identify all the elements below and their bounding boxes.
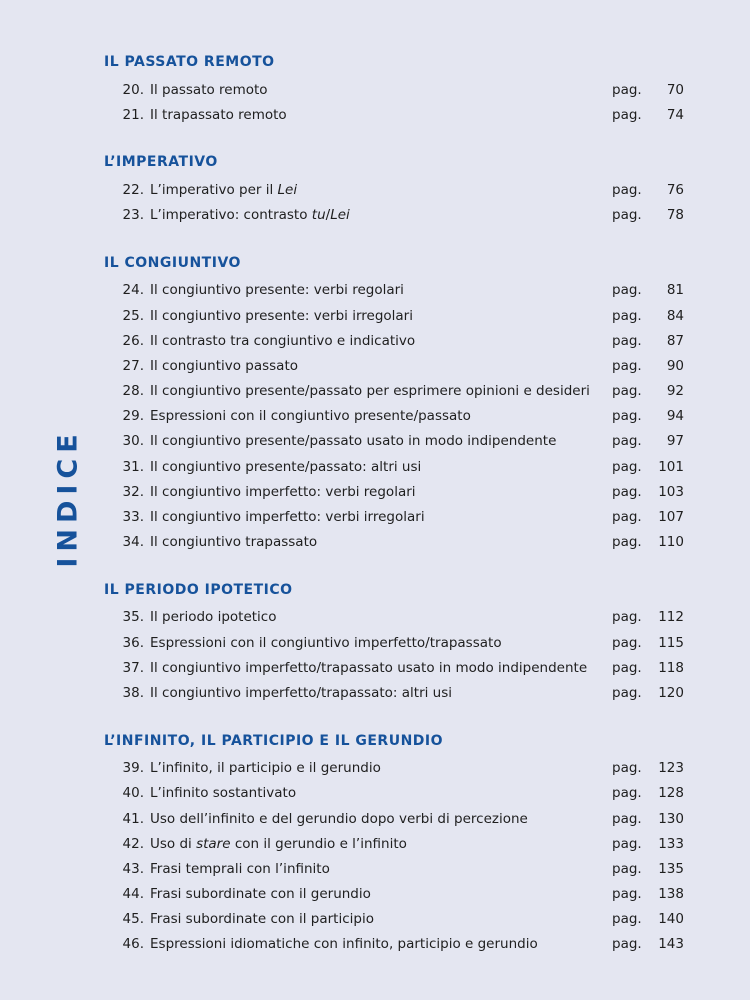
page-label: pag.: [612, 357, 642, 374]
page-number: 140: [658, 911, 684, 928]
entry-title-italic: Lei: [277, 181, 298, 198]
page-label: pag.: [612, 458, 642, 475]
page-label: pag.: [612, 634, 642, 651]
section-title: L’INFINITO, IL PARTICIPIO E IL GERUNDIO: [104, 732, 444, 749]
entry-number: 28.: [122, 383, 144, 400]
page-label: pag.: [612, 509, 642, 526]
page-number: 130: [658, 810, 684, 827]
entry-title-text: Il congiuntivo presente/passato: altri usi: [150, 458, 422, 475]
page-number: 118: [658, 659, 684, 676]
entry-title-text: Espressioni idiomatiche con infinito, participio e gerundio: [150, 936, 538, 953]
entry-number: 36.: [122, 634, 144, 651]
toc-entry[interactable]: [104, 203, 684, 228]
entry-title: [144, 660, 610, 676]
entry-title-text: Il congiuntivo imperfetto/trapassato usato in modo indipendente: [150, 659, 588, 676]
page-label: pag.: [612, 785, 642, 802]
page-number: 120: [658, 684, 684, 701]
entry-title: [144, 107, 610, 123]
toc-entry[interactable]: [104, 932, 684, 957]
entry-title: [144, 760, 610, 776]
toc-entry[interactable]: [104, 303, 684, 328]
toc-entry[interactable]: [104, 530, 684, 555]
entry-title: [144, 408, 610, 424]
toc-entry[interactable]: [104, 328, 684, 353]
entry-title-text: Espressioni con il congiuntivo presente/passato: [150, 408, 471, 425]
entry-number: 25.: [122, 307, 144, 324]
entry-title-italic: tu: [311, 207, 326, 224]
page-label: pag.: [612, 181, 642, 198]
page-label: pag.: [612, 659, 642, 676]
entry-title-text: Il periodo ipotetico: [150, 609, 277, 626]
page-number: 110: [658, 534, 684, 551]
toc-entry[interactable]: [104, 177, 684, 202]
entry-number: 33.: [122, 509, 144, 526]
entry-title-text: Il trapassato remoto: [150, 106, 287, 123]
entry-title-text: L’imperativo: contrasto: [150, 207, 312, 224]
page-number: 94: [666, 408, 684, 425]
entry-title-text: Il passato remoto: [150, 81, 268, 98]
entry-title: [144, 207, 610, 223]
toc-section: [104, 152, 684, 227]
entry-title-text: Frasi temprali con l’infinito: [150, 860, 330, 877]
toc-entry[interactable]: [104, 605, 684, 630]
page-label: pag.: [612, 936, 642, 953]
entry-title: [144, 182, 610, 198]
toc-entry[interactable]: [104, 404, 684, 429]
entry-title: [144, 685, 610, 701]
toc-entry[interactable]: [104, 454, 684, 479]
entry-number: 21.: [122, 106, 144, 123]
entry-title: [144, 609, 610, 625]
entry-number: 34.: [122, 534, 144, 551]
page-label: pag.: [612, 609, 642, 626]
entry-title-text: Il congiuntivo presente/passato usato in modo indipendente: [150, 433, 557, 450]
entry-title-text: Il congiuntivo imperfetto: verbi irregolari: [150, 509, 425, 526]
page-number: 97: [666, 433, 684, 450]
toc-entry[interactable]: [104, 353, 684, 378]
section-title: IL PERIODO IPOTETICO: [104, 581, 293, 598]
page-label: pag.: [612, 760, 642, 777]
toc-entry[interactable]: [104, 102, 684, 127]
page-number: 84: [666, 307, 684, 324]
entry-title-text: Frasi subordinate con il participio: [150, 911, 374, 928]
page-label: pag.: [612, 307, 642, 324]
page-label: pag.: [612, 886, 642, 903]
entry-title-text: Il contrasto tra congiuntivo e indicativo: [150, 332, 416, 349]
entry-title: [144, 484, 610, 500]
section-title: IL CONGIUNTIVO: [104, 254, 241, 271]
toc-sections: [104, 52, 684, 982]
toc-entry[interactable]: [104, 77, 684, 102]
page-label: pag.: [612, 810, 642, 827]
entry-title-text: Uso di: [150, 835, 197, 852]
entry-title-text: Il congiuntivo imperfetto: verbi regolari: [150, 483, 416, 500]
toc-entry[interactable]: [104, 831, 684, 856]
page-number: 78: [666, 207, 684, 224]
page-number: 133: [658, 835, 684, 852]
entry-number: 35.: [122, 609, 144, 626]
entry-number: 38.: [122, 684, 144, 701]
side-label-indice: INDICE: [52, 428, 84, 568]
entry-title-text: Il congiuntivo passato: [150, 357, 299, 374]
entry-title-text: Il congiuntivo presente: verbi regolari: [150, 282, 404, 299]
toc-entry[interactable]: [104, 856, 684, 881]
page-number: 112: [658, 609, 684, 626]
entry-number: 30.: [122, 433, 144, 450]
page-label: pag.: [612, 81, 642, 98]
entry-title-text: /: [325, 207, 331, 224]
toc-entry[interactable]: [104, 781, 684, 806]
page-number: 128: [658, 785, 684, 802]
entry-number: 41.: [122, 810, 144, 827]
toc-entry[interactable]: [104, 379, 684, 404]
page-number: 87: [666, 332, 684, 349]
toc-entry[interactable]: [104, 504, 684, 529]
page-label: pag.: [612, 911, 642, 928]
entry-title: [144, 308, 610, 324]
page-label: pag.: [612, 433, 642, 450]
entry-title-text: Uso dell’infinito e del gerundio dopo verbi di percezione: [150, 810, 528, 827]
entry-title: [144, 811, 610, 827]
entry-number: 22.: [122, 181, 144, 198]
page-label: pag.: [612, 332, 642, 349]
entry-title: [144, 635, 610, 651]
entry-title-text: Espressioni con il congiuntivo imperfetto/trapassato: [150, 634, 502, 651]
toc-section: [104, 52, 684, 127]
entry-title: [144, 836, 610, 852]
entry-title: [144, 383, 610, 399]
entry-title: [144, 911, 610, 927]
page-label: pag.: [612, 835, 642, 852]
page-label: pag.: [612, 106, 642, 123]
toc-entry[interactable]: [104, 479, 684, 504]
toc-section: [104, 580, 684, 706]
entry-title-text: Il congiuntivo imperfetto/trapassato: altri usi: [150, 684, 452, 701]
entry-title: [144, 333, 610, 349]
entry-number: 40.: [122, 785, 144, 802]
page-label: pag.: [612, 408, 642, 425]
entry-title: [144, 886, 610, 902]
page-number: 70: [666, 81, 684, 98]
entry-title-italic: stare: [196, 835, 231, 852]
entry-number: 29.: [122, 408, 144, 425]
page-number: 103: [658, 483, 684, 500]
entry-number: 46.: [122, 936, 144, 953]
section-title: IL PASSATO REMOTO: [104, 54, 275, 70]
page-label: pag.: [612, 684, 642, 701]
entry-title-text: Il congiuntivo presente/passato per esprimere opinioni e desideri: [150, 383, 590, 400]
entry-number: 27.: [122, 357, 144, 374]
toc-entry[interactable]: [104, 429, 684, 454]
toc-entry[interactable]: [104, 680, 684, 705]
section-title: L’IMPERATIVO: [104, 154, 218, 171]
page-number: 123: [658, 760, 684, 777]
entry-title-italic: Lei: [330, 207, 350, 224]
entry-number: 37.: [122, 659, 144, 676]
entry-title: [144, 785, 610, 801]
entry-number: 44.: [122, 886, 144, 903]
page-number: 138: [658, 886, 684, 903]
entry-title-text: L’infinito sostantivato: [150, 785, 297, 802]
toc-section: [104, 253, 684, 555]
entry-number: 42.: [122, 835, 144, 852]
entry-number: 24.: [122, 282, 144, 299]
entry-title-text: L’infinito, il participio e il gerundio: [150, 760, 381, 777]
entry-number: 32.: [122, 483, 144, 500]
page-number: 143: [658, 936, 684, 953]
entry-title-text: Il congiuntivo presente: verbi irregolari: [150, 307, 413, 324]
page-number: 90: [666, 357, 684, 374]
page-number: 107: [658, 509, 684, 526]
entry-title: [144, 433, 610, 449]
page-number: 101: [658, 458, 684, 475]
entry-title: [144, 459, 610, 475]
page-label: pag.: [612, 534, 642, 551]
entry-number: 31.: [122, 458, 144, 475]
page-number: 135: [658, 860, 684, 877]
page-label: pag.: [612, 483, 642, 500]
entry-title: [144, 861, 610, 877]
toc-section: [104, 731, 684, 958]
entry-number: 39.: [122, 760, 144, 777]
entry-number: 23.: [122, 207, 144, 224]
entry-title: [144, 509, 610, 525]
page-number: 92: [666, 383, 684, 400]
entry-title: [144, 282, 610, 298]
page-number: 115: [658, 634, 684, 651]
entry-title: [144, 936, 610, 952]
toc-entry[interactable]: [104, 278, 684, 303]
toc-entry[interactable]: [104, 630, 684, 655]
toc-entry[interactable]: [104, 882, 684, 907]
entry-title-text: Il congiuntivo trapassato: [150, 534, 318, 551]
toc-entry[interactable]: [104, 655, 684, 680]
entry-number: 43.: [122, 860, 144, 877]
entry-number: 26.: [122, 332, 144, 349]
entry-title-text: Frasi subordinate con il gerundio: [150, 886, 371, 903]
entry-number: 20.: [122, 81, 144, 98]
page-label: pag.: [612, 860, 642, 877]
toc-entry[interactable]: [104, 806, 684, 831]
entry-number: 45.: [122, 911, 144, 928]
toc-entry[interactable]: [104, 907, 684, 932]
page-number: 74: [666, 106, 684, 123]
page-number: 81: [666, 282, 684, 299]
entry-title-text: con il gerundio e l’infinito: [230, 835, 407, 852]
page-label: pag.: [612, 282, 642, 299]
entry-title-text: L’imperativo per il: [150, 181, 278, 198]
page-number: 76: [666, 181, 684, 198]
page-label: pag.: [612, 207, 642, 224]
entry-title: [144, 534, 610, 550]
entry-title: [144, 358, 610, 374]
entry-title: [144, 82, 610, 98]
page-label: pag.: [612, 383, 642, 400]
toc-entry[interactable]: [104, 756, 684, 781]
